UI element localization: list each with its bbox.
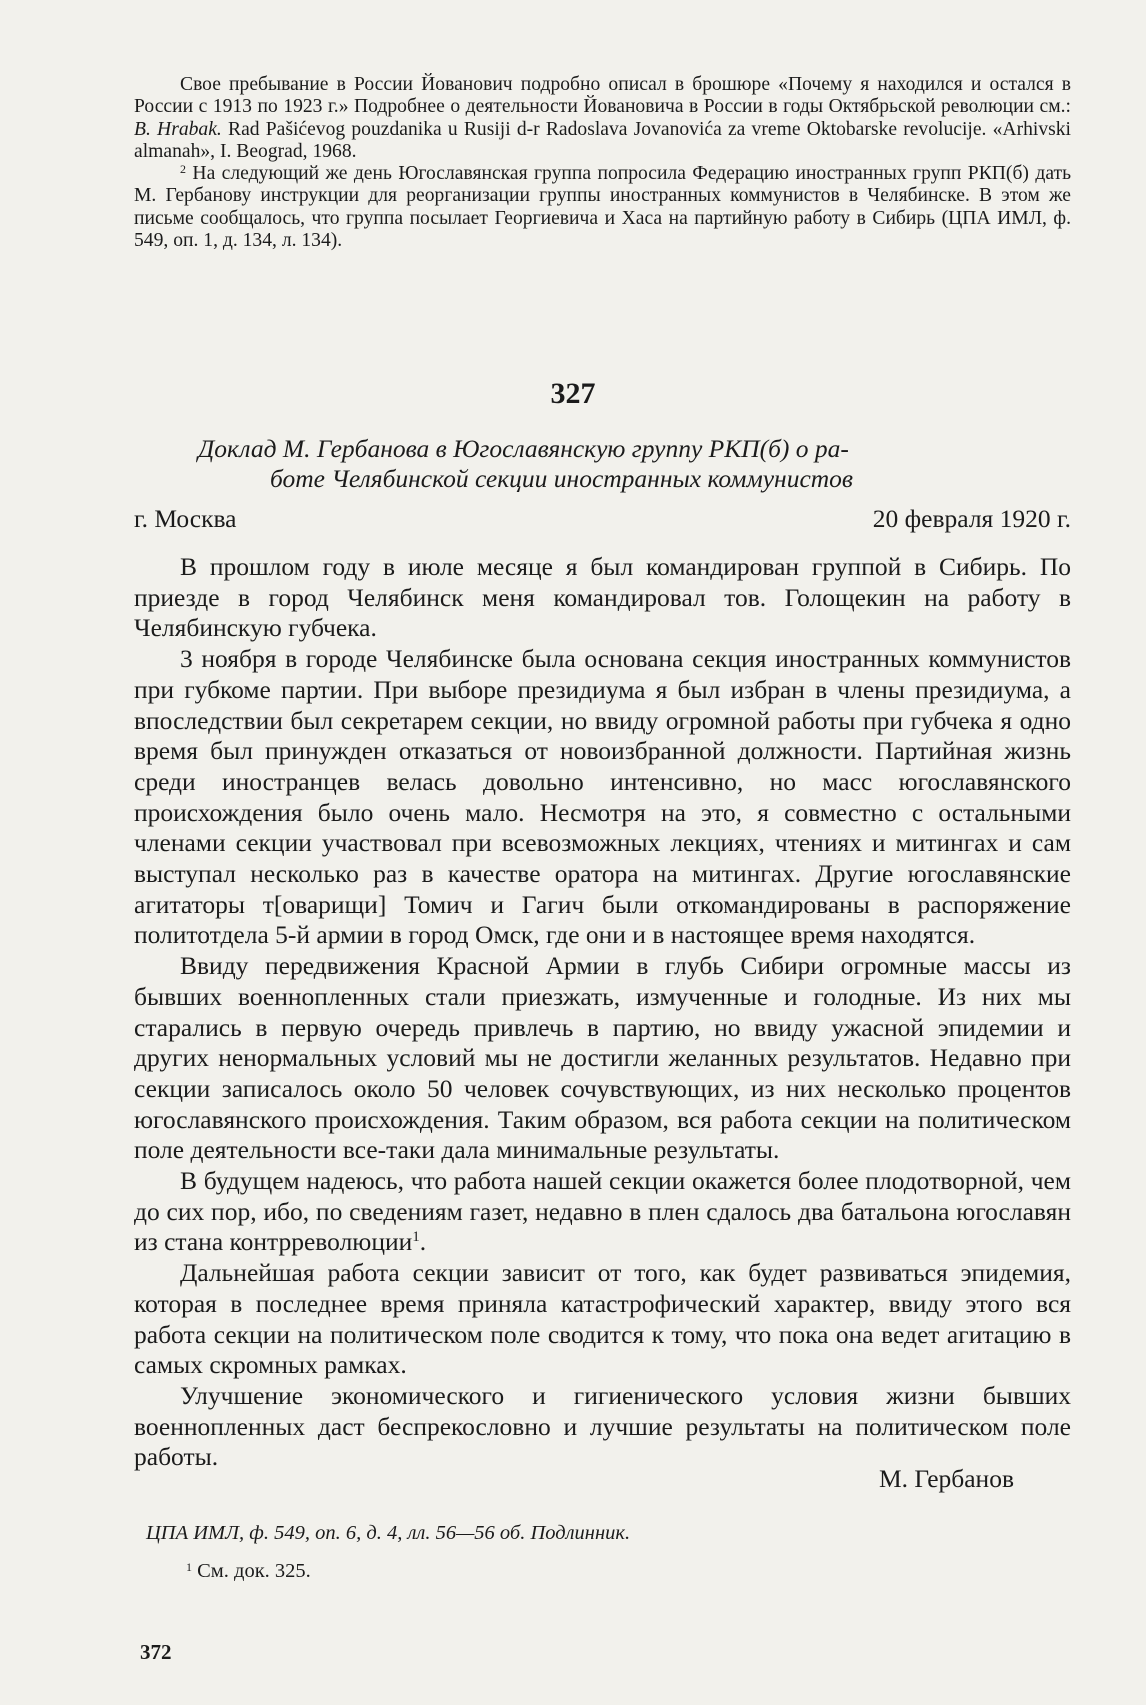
paragraph-6: Улучшение экономического и гигиенического условия жизни бывших военнопленных даст беспрекословно и лучшие результаты на политическом поле работы. — [134, 1380, 1071, 1472]
footnote-ref-1: 1 — [412, 1229, 420, 1246]
top-footnotes — [134, 74, 1071, 252]
document-meta — [134, 504, 1071, 534]
paragraph-1: В прошлом году в июле месяце я был командирован группой в Сибирь. По приезде в город Челябинск меня командировал тов. Голощекин на работу в Челябинскую губчека. — [134, 552, 1071, 643]
archive-source: ЦПА ИМЛ, ф. 549, оп. 6, д. 4, лл. 56—56 об. Подлинник. — [146, 1522, 631, 1544]
signature: М. Гербанов — [878, 1464, 1014, 1493]
footnote-1-marker: 1 — [186, 1560, 192, 1574]
footnote-1-author: В. Hrabak. — [134, 118, 222, 140]
document-date: 20 февраля 1920 г. — [872, 504, 1071, 533]
paragraph-5: Дальнейшая работа секции зависит от того, как будет развиваться эпидемия, которая в последнее время приняла катастрофический характер, ввиду этого вся работа секции на политическом поле сводится к тому, что пока она ведет агитацию в самых скромных рамках. — [134, 1258, 1071, 1380]
footnote-2: $^2$ На следующий же день Югославянская группа попросила Федерацию иностранных групп РКП(б) дать М. Гербанову инструкции для реорганизации группы иностранных коммунистов в Челябинске. В этом же письме сообщалось, что группа посылает Георгиевича и Хаса на партийную работу в Сибирь (ЦПА ИМЛ, ф. 549, оп. 1, д. 134, л. 134). — [134, 162, 1072, 252]
paragraph-4: В будущем надеюсь, что работа нашей секции окажется более плодотворной, чем до сих пор, ибо, по сведениям газет, недавно в плен сдалось два батальона югославян из стана контрреволюции$^1$. — [134, 1166, 1071, 1257]
paragraph-3: Ввиду передвижения Красной Армии в глубь Сибири огромные массы из бывших военнопленных стали приезжать, измученные и голодные. Из них мы старались в первую очередь привлечь в партию, но ввиду ужасной эпидемии и других ненормальных условий мы не достигли желанных результатов. Недавно при секции записалось около 50 человек сочувствующих, из них несколько процентов югославянского происхождения. Таким образом, вся работа секции на политическом поле деятельности все-таки дала минимальные результаты. — [134, 951, 1071, 1165]
document-number: 327 — [550, 377, 596, 410]
document-title-line-1: Доклад М. Гербанова в Югославянскую группу РКП(б) о ра- — [198, 434, 849, 463]
footnote-1: $^1$ См. док. 325. — [186, 1560, 311, 1582]
document-body — [134, 552, 1071, 1473]
page-number: 372 — [140, 1640, 172, 1664]
document-place: г. Москва — [134, 504, 237, 533]
footnote-1-continuation: Свое пребывание в России Йованович подробно описал в брошюре «Почему я находился и остался в России с 1913 по 1923 г.» Подробнее о деятельности Йовановича в России в годы Октябрьской революции см.: В. Hrabak. Rad Pašićevog pouzdanika u Rusiji d-r Radoslava Jovanovića za vreme Oktobarske revolucije. «Arhivski almanah», I. Beograd, 1968. — [134, 74, 1071, 162]
paragraph-2: 3 ноября в городе Челябинске была основана секция иностранных коммунистов при губкоме партии. При выборе президиума я был избран в члены президиума, а впоследствии был секретарем секции, но ввиду огромной работы при губчека я одно время был принужден отказаться от новоизбранной должности. Партийная жизнь среди иностранцев велась довольно интенсивно, но масс югославянского происхождения было очень мало. Несмотря на это, я совместно с остальными членами секции участвовал при всевозможных лекциях, чтениях и митингах и сам выступал несколько раз в качестве оратора на митингах. Другие югославянские агитаторы т[оварищи] Томич и Гагич были откомандированы в распоряжение политотдела 5-й армии в город Омск, где они и в настоящее время находятся. — [134, 644, 1071, 950]
document-title — [198, 434, 1069, 494]
document-title-line-2: боте Челябинской секции иностранных коммунистов — [270, 464, 854, 493]
footnote-2-marker: 2 — [180, 162, 186, 177]
